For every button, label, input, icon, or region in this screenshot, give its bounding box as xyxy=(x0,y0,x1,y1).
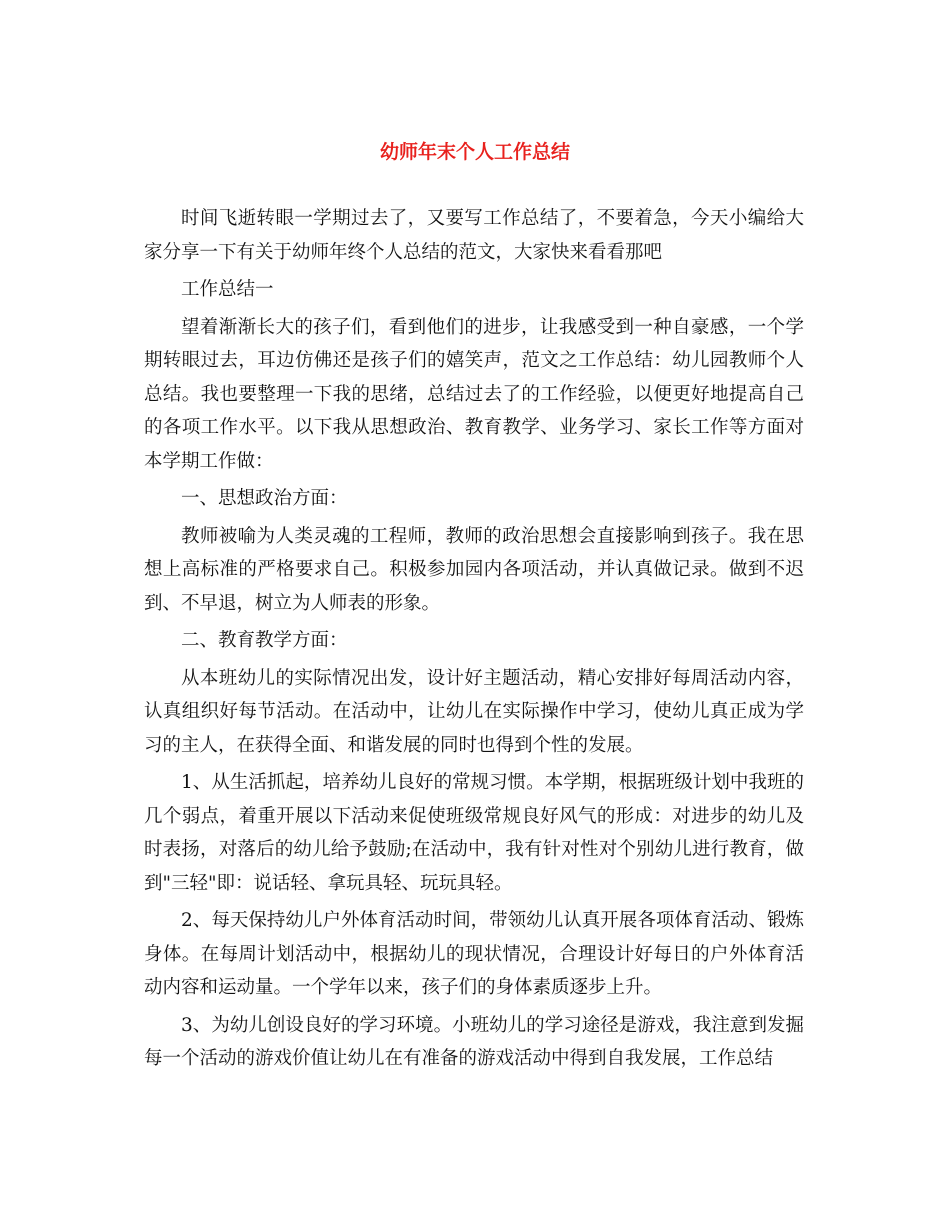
section-heading-summary-one: 工作总结一 xyxy=(181,279,274,300)
list-item-paragraph: 2、每天保持幼儿户外体育活动时间，带领幼儿认真开展各项体育活动、锻炼身体。在每周计划活动中，根据幼儿的现状情况，合理设计好每日的户外体育活动内容和运动量。一个学年以来，孩子们的身体素质逐步上升。 xyxy=(144,910,804,998)
intro-paragraph: 时间飞逝转眼一学期过去了，又要写工作总结了，不要着急，今天小编给大家分享一下有关于幼师年终个人总结的范文，大家快来看看那吧 xyxy=(144,208,804,263)
section-heading-politics: 一、思想政治方面： xyxy=(181,488,348,509)
body-paragraph: 教师被喻为人类灵魂的工程师，教师的政治思想会直接影响到孩子。我在思想上高标准的严格要求自己。积极参加园内各项活动，并认真做记录。做到不迟到、不早退，树立为人师表的形象。 xyxy=(144,525,804,614)
document-title: 幼师年末个人工作总结 xyxy=(379,141,570,163)
section-heading-teaching: 二、教育教学方面： xyxy=(181,630,348,651)
document-body xyxy=(144,202,804,1076)
list-item-paragraph: 3、为幼儿创设良好的学习环境。小班幼儿的学习途径是游戏，我注意到发掘每一个活动的游戏价值让幼儿在有准备的游戏活动中得到自我发展，工作总结 xyxy=(144,1014,804,1069)
list-item-paragraph: 1、从生活抓起，培养幼儿良好的常规习惯。本学期，根据班级计划中我班的几个弱点，着重开展以下活动来促使班级常规良好风气的形成：对进步的幼儿及时表扬，对落后的幼儿给予鼓励;在活动中，我有针对性对个别幼儿进行教育，做到"三轻"即：说话轻、拿玩具轻、玩玩具轻。 xyxy=(144,772,804,894)
body-paragraph: 从本班幼儿的实际情况出发，设计好主题活动，精心安排好每周活动内容，认真组织好每节活动。在活动中，让幼儿在实际操作中学习，使幼儿真正成为学习的主人，在获得全面、和谐发展的同时也得到个性的发展。 xyxy=(144,667,804,756)
body-paragraph: 望着渐渐长大的孩子们，看到他们的进步，让我感受到一种自豪感，一个学期转眼过去，耳边仿佛还是孩子们的嬉笑声，范文之工作总结：幼儿园教师个人总结。我也要整理一下我的思绪，总结过去了的工作经验，以便更好地提高自己的各项工作水平。以下我从思想政治、教育教学、业务学习、家长工作等方面对本学期工作做： xyxy=(144,316,804,472)
